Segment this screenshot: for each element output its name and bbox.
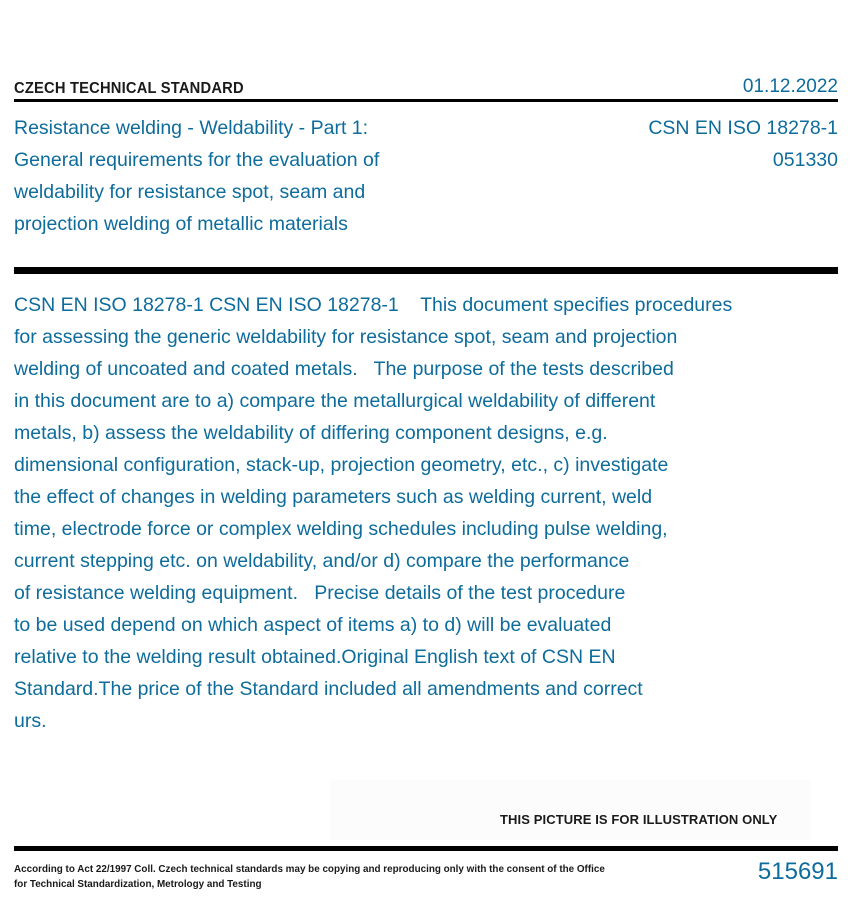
footer-notice bbox=[14, 862, 614, 892]
standard-identifier-block bbox=[648, 112, 838, 176]
abstract-line: metals, b) assess the weldability of differing component designs, e.g. bbox=[14, 422, 608, 444]
abstract-line: current stepping etc. on weldability, and/or d) compare the performance bbox=[14, 550, 630, 572]
document-kind-label: CZECH TECHNICAL STANDARD bbox=[14, 79, 244, 97]
footer-notice-line: for Technical Standardization, Metrology and Testing bbox=[14, 878, 262, 890]
standard-title-line: projection welding of metallic materials bbox=[14, 213, 348, 235]
abstract-line: time, electrode force or complex welding schedules including pulse welding, bbox=[14, 518, 668, 540]
abstract-line: dimensional configuration, stack-up, projection geometry, etc., c) investigate bbox=[14, 454, 669, 476]
footer-divider-rule bbox=[14, 846, 838, 851]
abstract-line: urs. bbox=[14, 710, 47, 732]
classification-code: 051330 bbox=[772, 149, 838, 171]
standard-title-line: General requirements for the evaluation of bbox=[14, 149, 380, 171]
title-block bbox=[14, 112, 838, 240]
abstract-line: Standard.The price of the Standard included all amendments and correct bbox=[14, 678, 643, 700]
catalog-number: 515691 bbox=[757, 858, 838, 885]
faint-watermark bbox=[330, 780, 810, 840]
abstract-line: welding of uncoated and coated metals. The purpose of the tests described bbox=[14, 358, 674, 380]
standard-title-line: Resistance welding - Weldability - Part 1: bbox=[14, 117, 369, 139]
document-header bbox=[14, 70, 838, 96]
abstract-line: in this document are to a) compare the metallurgical weldability of different bbox=[14, 390, 656, 412]
standard-number: CSN EN ISO 18278-1 bbox=[648, 117, 838, 139]
standard-title bbox=[14, 112, 379, 240]
standard-title-line: weldability for resistance spot, seam and bbox=[14, 181, 366, 203]
abstract-line: to be used depend on which aspect of items a) to d) will be evaluated bbox=[14, 614, 612, 636]
publication-date: 01.12.2022 bbox=[742, 76, 838, 97]
abstract-line: CSN EN ISO 18278-1 CSN EN ISO 18278-1 This document specifies procedures bbox=[14, 294, 733, 316]
abstract-line: for assessing the generic weldability for resistance spot, seam and projection bbox=[14, 326, 678, 348]
abstract-line: of resistance welding equipment. Precise details of the test procedure bbox=[14, 582, 626, 604]
illustration-disclaimer: THIS PICTURE IS FOR ILLUSTRATION ONLY bbox=[500, 812, 778, 827]
abstract-line: the effect of changes in welding parameters such as welding current, weld bbox=[14, 486, 653, 508]
header-divider-rule bbox=[14, 99, 838, 102]
abstract-text bbox=[14, 289, 824, 737]
footer-notice-line: According to Act 22/1997 Coll. Czech technical standards may be copying and reproducing only with the consent of the Office bbox=[14, 863, 605, 875]
abstract-line: relative to the welding result obtained.Original English text of CSN EN bbox=[14, 646, 616, 668]
abstract-divider-rule bbox=[14, 267, 838, 274]
